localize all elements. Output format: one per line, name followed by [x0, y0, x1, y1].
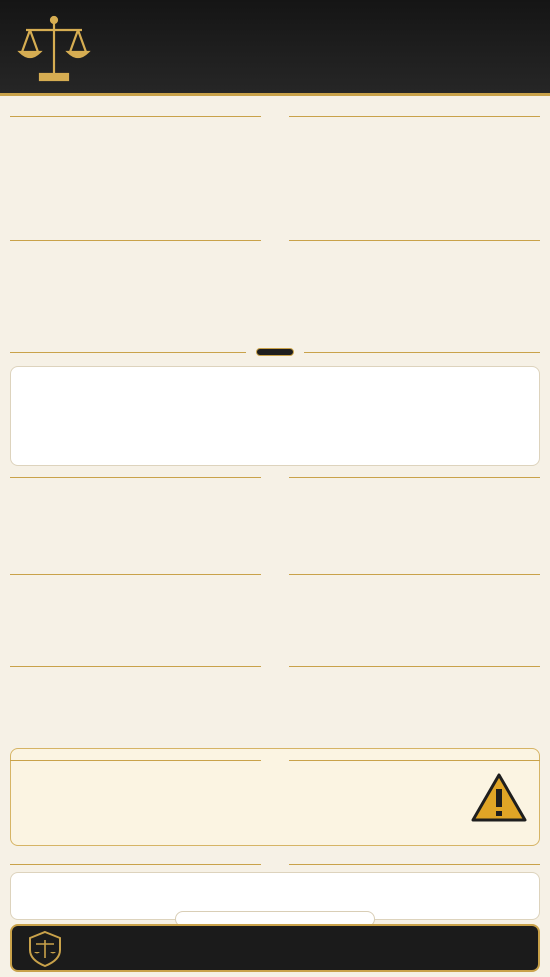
section-header-when-needed	[0, 104, 550, 128]
section-title	[256, 348, 294, 356]
footer-banner	[10, 924, 540, 972]
seven-points-panel	[10, 366, 540, 466]
section-header-mistakes	[0, 748, 550, 772]
warning-icon	[470, 772, 528, 824]
section-header-dont-mix	[0, 562, 550, 586]
header-banner	[0, 0, 550, 96]
shield-scale-icon	[26, 930, 64, 968]
section-header-what-reviewed	[0, 228, 550, 252]
section-header-paths	[0, 465, 550, 489]
scale-of-justice-icon	[16, 12, 92, 88]
section-header-documents	[0, 654, 550, 678]
section-header-seven-points	[0, 340, 550, 364]
